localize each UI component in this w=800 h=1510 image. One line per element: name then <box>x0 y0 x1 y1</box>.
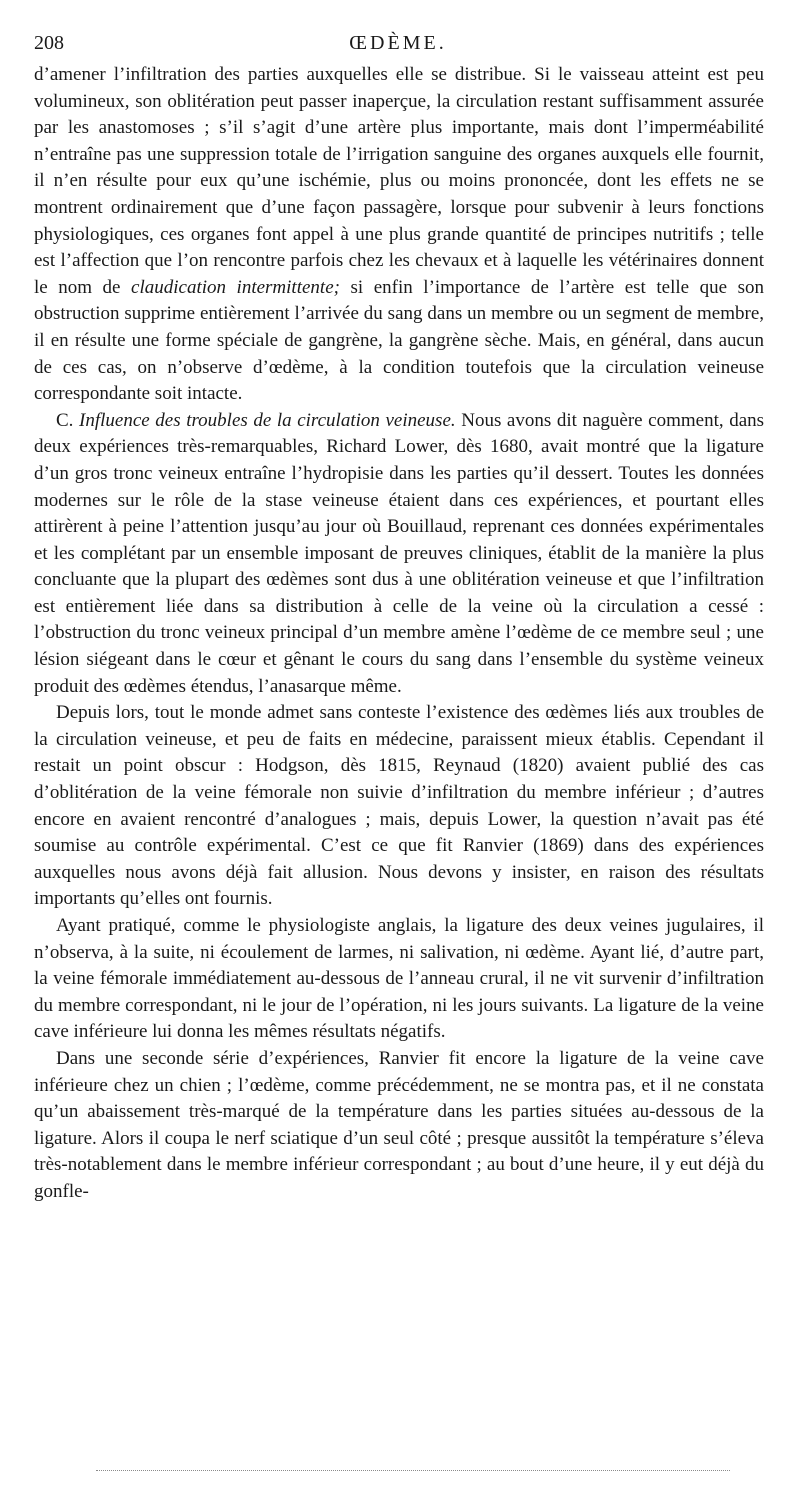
body-text <box>34 62 764 1206</box>
paragraph-2-text: Nous avons dit naguère comment, dans deux expériences très-remarquables, Richard Lower, dès 1680, avait montré que la ligature d’un gros tronc veineux entraîne l’hydropisie dans les parties qu’il dessert. Toutes les données modernes sur le rôle de la stase veineuse étaient dans ces expériences, et pourtant elles attirèrent à peine l’attention jusqu’au jour où Bouillaud, reprenant ces données expérimentales et les complétant par un ensemble imposant de preuves cliniques, établit de la manière la plus concluante que la plupart des œdèmes sont dus à une oblitération veineuse et que l’infiltration est entièrement liée dans sa distribution à celle de la veine où la circulation a cessé : l’obstruction du tronc veineux principal d’un membre amène l’œdème de ce membre seul ; une lésion siégeant dans le cœur et gênant le cours du sang dans l’ensemble du système veineux produit des œdèmes étendus, l’anasarque même. <box>34 409 765 697</box>
paragraph-4 <box>34 913 764 1046</box>
bottom-dotted-rule <box>96 1470 730 1471</box>
running-head <box>34 30 762 56</box>
running-title: ŒDÈME. <box>349 32 447 54</box>
paragraph-1 <box>34 62 764 408</box>
paragraph-1-italic-term: claudication intermittente; <box>131 276 340 298</box>
paragraph-3-text: Depuis lors, tout le monde admet sans conteste l’existence des œdèmes liés aux troubles de la circulation veineuse, et peu de faits en médecine, paraissent mieux établis. Cependant il restait un point obscur : Hodgson, dès 1815, Reynaud (1820) avaient publié des cas d’oblitération de la veine fémorale non suivie d’infiltration du membre inférieur ; d’autres encore en avaient rencontré d’analogues ; mais, depuis Lower, la question n’avait pas été soumise au contrôle expérimental. C’est ce que fit Ranvier (1869) dans des expériences auxquelles nous avons déjà fait allusion. Nous devons y insister, en raison des résultats importants qu’elles ont fournis. <box>34 702 764 910</box>
section-letter: C. <box>56 409 74 431</box>
page-number: 208 <box>34 32 64 54</box>
paragraph-4-text: Ayant pratiqué, comme le physiologiste anglais, la ligature des deux veines jugulaires, il n’observa, à la suite, ni écoulement de larmes, ni salivation, ni œdème. Ayant lié, d’autre part, la veine fémorale immédiatement au-dessous de l’anneau crural, il ne vit survenir d’infiltration du membre correspondant, ni le jour de l’opération, ni les jours suivants. La ligature de la veine cave inférieure lui donna les mêmes résultats négatifs. <box>34 915 764 1043</box>
paragraph-3 <box>34 700 764 913</box>
paragraph-5 <box>34 1046 764 1206</box>
paragraph-1-text-after: si enfin l’importance de l’artère est telle que son obstruction supprime entièrement l’arrivée du sang dans un membre ou un segment de membre, il en résulte une forme spéciale de gangrène, la gangrène sèche. Mais, en général, dans aucun de ces cas, on n’observe d’œdème, à la condition toutefois que la circulation veineuse correspondante soit intacte. <box>34 276 764 405</box>
paragraph-5-text: Dans une seconde série d’expériences, Ranvier fit encore la ligature de la veine cave inférieure chez un chien ; l’œdème, comme précédemment, ne se montra pas, et il ne constata qu’un abaissement très-marqué de la température dans les parties situées au-dessous de la ligature. Alors il coupa le nerf sciatique d’un seul côté ; presque aussitôt la température s’éleva très-notablement dans le membre inférieur correspondant ; au bout d’une heure, il y eut déjà du gonfle- <box>34 1047 764 1202</box>
paragraph-2 <box>34 408 764 701</box>
paragraph-1-text: d’amener l’infiltration des parties auxquelles elle se distribue. Si le vaisseau atteint est peu volumineux, son oblitération peut passer inaperçue, la circulation restant suffisamment assurée par les anastomoses ; s’il s’agit d’une artère plus importante, mais dont l’imperméabilité n’entraîne pas une suppression totale de l’irrigation sanguine des organes auxquels elle fournit, il n’en résulte pour eux qu’une ischémie, plus ou moins prononcée, dont les effets ne se montrent ordinairement que d’une façon passagère, lorsque pour subvenir à leurs fonctions physiologiques, ces organes font appel à une plus grande quantité de principes nutritifs ; telle est l’affection que l’on rencontre parfois chez les chevaux et à laquelle les vétérinaires donnent le nom de <box>34 64 764 298</box>
section-title: Influence des troubles de la circulation veineuse. <box>79 409 456 431</box>
